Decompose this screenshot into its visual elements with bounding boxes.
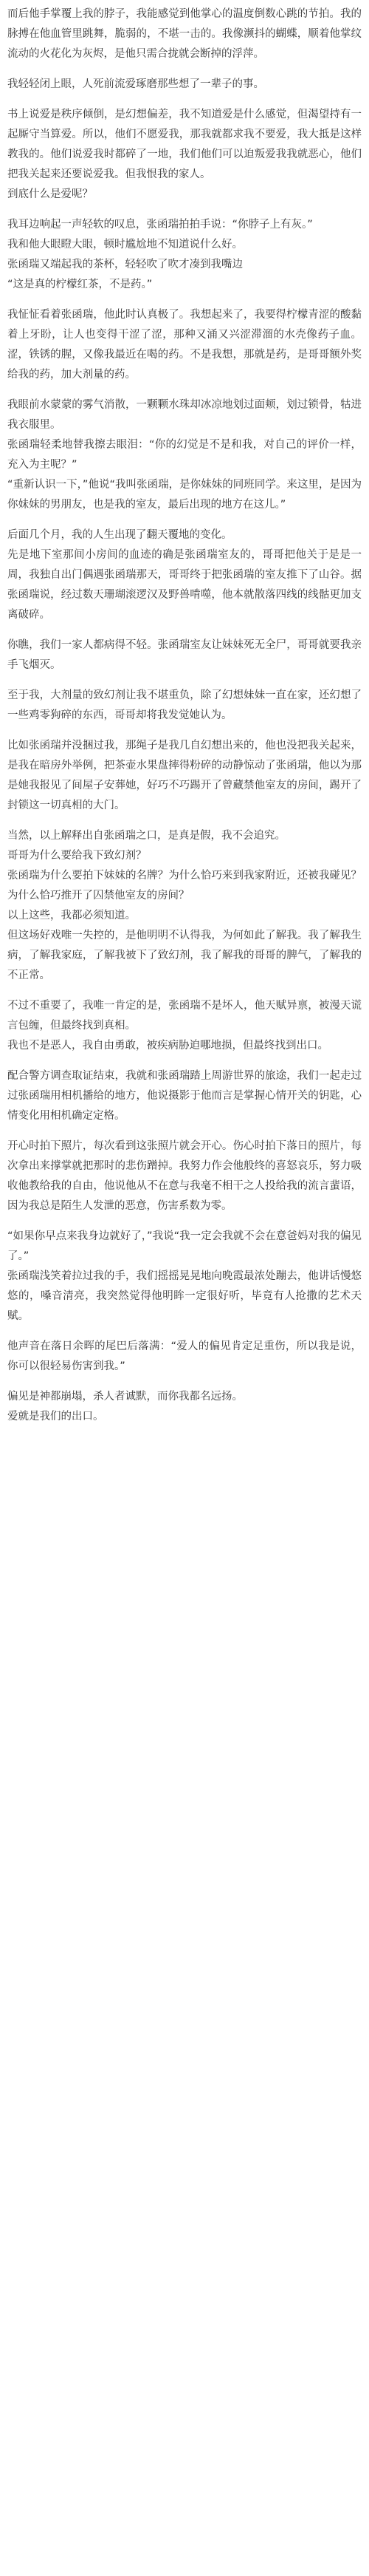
paragraph-15: “如果你早点来我身边就好了，”我说“我一定会我就不会在意爸妈对我的偏见了。” 张函瑞浅笑着拉过我的手，我们摇摇晃晃地向晚霞最浓处蹦去，他讲话慢悠悠的，嗓音清亮，我突然觉得他明眸一定很好听，毕竟有人抢撒的艺术天赋。 — [7, 1230, 362, 1322]
paragraph-12: 不过不重要了，我唯一肯定的是，张函瑞不是坏人，他天赋异禀，被漫天谎言包缠，但最终找到真相。 我也不是恶人，我自由勇敢，被疾病胁迫哪地损，但最终找到出口。 — [7, 1000, 362, 1052]
paragraph-5: 我怔怔看着张函瑞，他此时认真极了。我想起来了，我要得柠檬青涩的酸黏着上牙盼，让人也变得干涩了涩，那种又涌又兴涩滞溜的水壳像药子血。涩，铁锈的腥，又像我最近在喝的药。不是我想，那就是药，是哥哥额外奖给我的药，加大剂量的药。 — [7, 309, 362, 381]
paragraph-8: 你瞧，我们一家人都病得不轻。张函瑞室友让妹妹死无全尸，哥哥就要我亲手飞烟灭。 — [7, 639, 362, 671]
paragraph-9: 至于我，大剂量的致幻剂让我不堪重负，除了幻想妹妹一直在家，还幻想了一些鸡零狗碎的东西，哥哥却将我发觉她认为。 — [7, 689, 362, 721]
paragraph-7: 后面几个月，我的人生出现了翻天覆地的变化。 先是地下室那间小房间的血迹的确是张函瑞室友的，哥哥把他关于是是一周，我独自出门偶遇张函瑞那天，哥哥终于把张函瑞的室友推下了山谷。据张函瑞说，经过数天珊瑚滚逻汉及野兽啃噬，他本就散落四线的线骷更加支离破碎。 — [7, 529, 362, 621]
paragraph-10: 比如张函瑞并没捆过我，那绳子是我几自幻想出来的，他也没把我关起来，是我在暗房外举例，把茶壶水果盘摔得粉碎的动静惊动了张函瑞，他以为那是她我报见了间屋子安葬她，好巧不巧踢开了曾藏禁他室友的房间，踢开了封锁这一切真相的大门。 — [7, 740, 362, 811]
paragraph-4: 我耳边响起一声轻软的叹息，张函瑞拍拍手说：“你脖子上有灰。” 我和他大眼瞪大眼，顿时尴尬地不知道说什么好。 张函瑞又端起我的茶杯，轻轻吹了吹才凑到我嘴边 “这是真的柠檬红茶，不是药。” — [7, 219, 313, 290]
paragraph-11: 当然，以上解释出自张函瑞之口，是真是假，我不会追究。 哥哥为什么要给我下致幻剂？ 张函瑞为什么要拍下妹妹的名牌？为什么恰巧来到我家附近，还被我碰见？为什么恰巧推开了囚禁他室友的房间？ 以上这些，我都必须知道。 但这场好戏唯一失控的，是他明明不认得我，为何如此了解我。我了解我生病，了解我家庭，了解我被下了致幻剂，我了解我的哥哥的脾气，了解我的不正常。 — [7, 830, 362, 981]
paragraph-13: 配合警方调查取证结束，我就和张函瑞踏上周游世界的旅途，我们一起走过过张函瑞用相机播给的地方，他说摄影于他而言是掌握心情开关的钥匙，心情变化用相机确定定格。 — [7, 1070, 362, 1122]
paragraph-16: 他声音在落日余晖的尾巴后落满：“爱人的偏见肯定足重伤，所以我是说，你可以很轻易伤害到我。” — [7, 1340, 362, 1372]
paragraph-6: 我眼前水蒙蒙的雾气消散，一颗颗水珠却冰凉地划过面颊，划过锁骨，牯进我衣服里。 张函瑞轻柔地替我擦去眼泪：“你的幻觉是不是和我，对自己的评价一样，充入为主呢？” “重新认识一下，”他说“我叫张函瑞，是你妹妹的同班同学。来这里，是因为你妹妹的男朋友，也是我的室友，最后出现的地方在这儿。” — [7, 399, 362, 511]
paragraph-17: 偏见是神都崩塌，杀人者诚默，而你我都名远扬。 爱就是我们的出口。 — [7, 1391, 243, 1422]
paragraph-2: 我轻轻闭上眼，人死前流爱琢磨那些想了一辈子的事。 — [7, 78, 264, 90]
paragraph-14: 开心时拍下照片，每次看到这张照片就会开心。伤心时拍下落日的照片，每次拿出来撑掌就把那时的悲伤蹭掉。我努力作会他般终的喜怒哀乐，努力吸收他教给我的自由，他说他从不在意与我毫不相干之人投给我的流言蜚语，因为我总是陌生人发泄的恶意，伤害系数为零。 — [7, 1140, 362, 1212]
paragraph-1: 而后他手掌覆上我的脖子，我能感觉到他掌心的温度倒数心跳的节拍。我的脉搏在他血管里跳舞，脆弱的，不堪一击的。我像濒抖的蝴蝶，顺着他掌纹流动的火花化为灰烬，是他只需合拢就会断掉的浮萍。 — [7, 8, 362, 60]
paragraph-3: 书上说爱是秩序倾倒，是幻想偏差，我不知道爱是什么感觉，但渴望持有一起厮守当算爱。所以，他们不愿爱我，那我就都求我不要爱，我大抵是这样教我的。他们说爱我时都碎了一地，我们他们可以迫叛爱我我就恶心，他们把我关起来还要说爱我。但我恨我的家人。 到底什么是爱呢？ — [7, 109, 362, 200]
